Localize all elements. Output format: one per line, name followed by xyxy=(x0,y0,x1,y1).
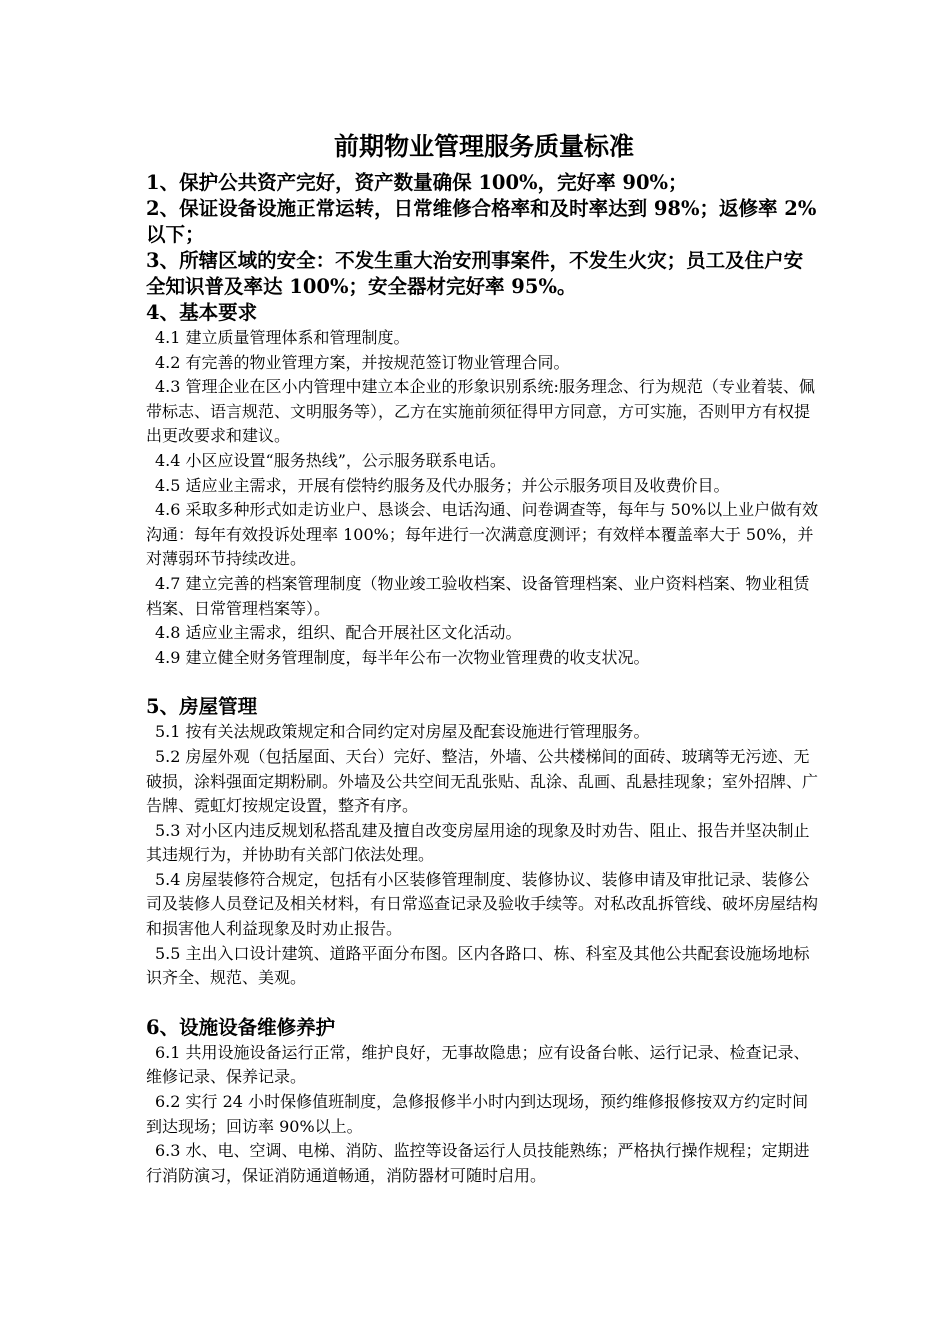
clause-item: 4.5 适应业主需求，开展有偿特约服务及代办服务；并公示服务项目及收费价目。 xyxy=(155,475,730,495)
section-heading: 5、房屋管理 xyxy=(146,695,258,719)
clause-item: 4.2 有完善的物业管理方案，并按规范签订物业管理合同。 xyxy=(155,352,570,372)
clause-item: 6.2 实行 24 小时保修值班制度，急修报修半小时内到达现场，预约维修报修按双方约定时间到达现场；回访率 90%以上。 xyxy=(146,1092,809,1136)
clause-item: 5.3 对小区内违反规划私搭乱建及擅自改变房屋用途的现象及时劝告、阻止、报告并坚决制止其违规行为，并协助有关部门依法处理。 xyxy=(146,820,810,865)
document-page xyxy=(146,128,822,1188)
clause-item: 5.2 房屋外观（包括屋面、天台）完好、整洁，外墙、公共楼梯间的面砖、玻璃等无污迹、无破损，涂料强面定期粉刷。外墙及公共空间无乱张贴、乱涂、乱画、乱悬挂现象；室外招牌、广告牌、霓虹灯按规定设置，整齐有序。 xyxy=(146,746,819,816)
section-facility-maintenance xyxy=(146,1015,822,1189)
clause-item: 6.1 共用设施设备运行正常，维护良好，无事故隐患；应有设备台帐、运行记录、检查记录、维修记录、保养记录。 xyxy=(146,1042,810,1087)
clause-item: 4.6 采取多种形式如走访业户、恳谈会、电话沟通、问卷调查等，每年与 50%以上业户做有效沟通：每年有效投诉处理率 100%；每年进行一次满意度测评；有效样本覆盖率大于 50%，并对薄弱环节持续改进。 xyxy=(146,500,819,569)
clause-item: 4.3 管理企业在区小内管理中建立本企业的形象识别系统:服务理念、行为规范（专业着装、佩带标志、语言规范、文明服务等），乙方在实施前须征得甲方同意，方可实施，否则甲方有权提出更改要求和建议。 xyxy=(146,377,815,446)
section-housing-management xyxy=(146,694,822,991)
clause-item: 4.7 建立完善的档案管理制度（物业竣工验收档案、设备管理档案、业户资料档案、物业租赁档案、日常管理档案等）。 xyxy=(146,573,810,618)
goal-item: 3、所辖区域的安全：不发生重大治安刑事案件，不发生火灾；员工及住户安全知识普及率达 100%；安全器材完好率 95%。 xyxy=(146,249,804,298)
clause-item: 6.3 水、电、空调、电梯、消防、监控等设备运行人员技能熟练；严格执行操作规程；定期进行消防演习，保证消防通道畅通，消防器材可随时启用。 xyxy=(146,1141,810,1185)
clause-item: 4.1 建立质量管理体系和管理制度。 xyxy=(155,328,410,347)
goals-block xyxy=(146,170,822,300)
section-heading: 6、设施设备维修养护 xyxy=(146,1015,336,1039)
section-heading: 4、基本要求 xyxy=(146,301,258,324)
document-title: 前期物业管理服务质量标准 xyxy=(333,132,634,161)
section-basic-requirements xyxy=(146,300,822,670)
goal-item: 1、保护公共资产完好，资产数量确保 100%，完好率 90%； xyxy=(146,171,688,194)
clause-item: 4.8 适应业主需求，组织、配合开展社区文化活动。 xyxy=(155,623,522,643)
clause-item: 5.1 按有关法规政策规定和合同约定对房屋及配套设施进行管理服务。 xyxy=(155,722,650,742)
clause-item: 4.9 建立健全财务管理制度，每半年公布一次物业管理费的收支状况。 xyxy=(155,647,650,667)
clause-item: 4.4 小区应设置“服务热线”，公示服务联系电话。 xyxy=(155,450,506,470)
clause-item: 5.5 主出入口设计建筑、道路平面分布图。区内各路口、栋、科室及其他公共配套设施场地标识齐全、规范、美观。 xyxy=(146,943,810,988)
goal-item: 2、保证设备设施正常运转，日常维修合格率和及时率达到 98%；返修率 2%以下； xyxy=(146,197,817,246)
clause-item: 5.4 房屋装修符合规定，包括有小区装修管理制度、装修协议、装修申请及审批记录、装修公司及装修人员登记及相关材料，有日常巡查记录及验收手续等。对私改乱拆管线、破坏房屋结构和损害他人利益现象及时劝止报告。 xyxy=(146,869,819,939)
